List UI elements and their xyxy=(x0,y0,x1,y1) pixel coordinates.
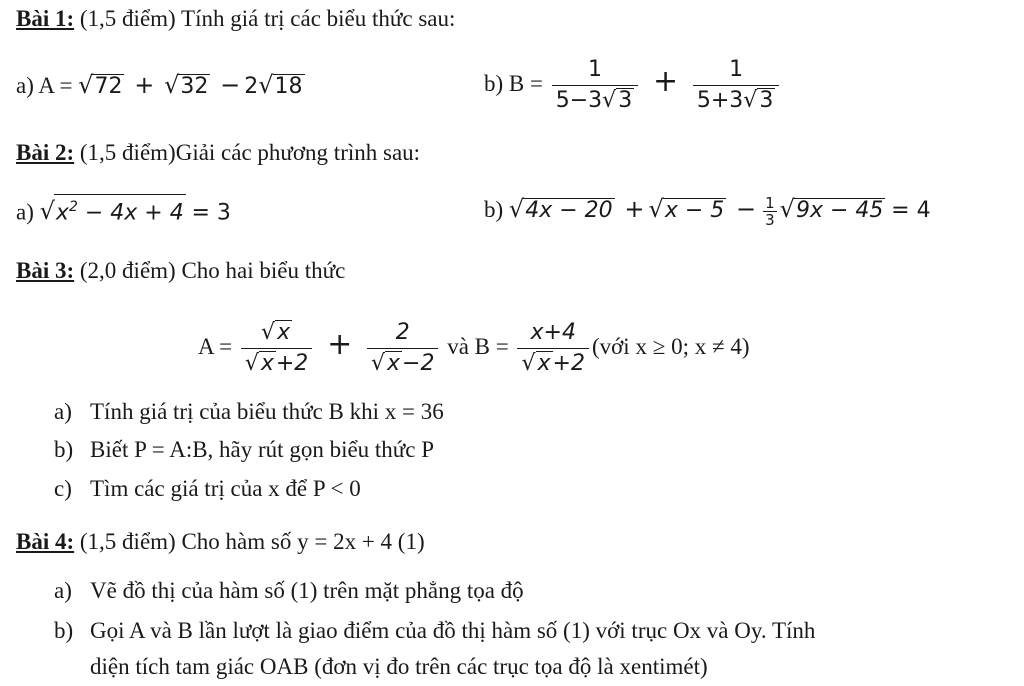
sqrt-icon: √ xyxy=(370,351,385,377)
bai1-b-label: b) xyxy=(484,71,504,96)
bai2-a-rest: − 4x + 4 xyxy=(77,200,184,226)
bai2-a-x: x xyxy=(55,200,69,226)
item-text: Tìm các giá trị của x để P < 0 xyxy=(90,476,361,501)
item-label: a) xyxy=(54,399,72,424)
list-item xyxy=(54,397,444,427)
item-text: Vẽ đồ thị của hàm số (1) trên mặt phẳng tọa độ xyxy=(90,578,524,603)
bai1-heading xyxy=(16,4,455,34)
plus-sign: + xyxy=(624,195,645,223)
bai3-A-frac1 xyxy=(241,320,313,377)
bai2-heading xyxy=(16,138,420,168)
plus-sign: + xyxy=(134,71,155,99)
sqrt-icon: √ xyxy=(164,71,180,99)
bai1-a-term3: 18 xyxy=(274,74,303,99)
sqrt-icon: √ xyxy=(39,197,55,226)
bai3-formula xyxy=(198,312,750,380)
list-item xyxy=(54,474,361,504)
bai4-points: (1,5 điểm) xyxy=(79,529,176,554)
bai2-b-frac xyxy=(763,195,777,228)
bai1-b-frac1 xyxy=(552,57,638,114)
plus-sign: + xyxy=(652,64,679,99)
bai3-A-var: A = xyxy=(198,334,233,359)
bai2-b-rhs: = 4 xyxy=(891,198,931,223)
bai1-a-var: A = xyxy=(38,73,73,98)
bai3-B-num: x+4 xyxy=(530,320,576,346)
bai1-part-b xyxy=(484,52,782,114)
sqrt-icon: √ xyxy=(244,351,259,377)
bai3-A-den1-rad: x xyxy=(260,351,274,377)
bai3-A-den2-rest: −2 xyxy=(402,351,435,377)
bai1-b-frac2 xyxy=(693,57,779,114)
bai3-points: (2,0 điểm) xyxy=(79,258,176,283)
bai1-a-coef: 2 xyxy=(244,74,259,99)
bai2-b-label: b) xyxy=(484,197,504,222)
bai1-b-den1: 5−3 xyxy=(555,88,603,114)
list-item xyxy=(54,435,434,465)
bai2-b-term2: x − 5 xyxy=(664,198,725,223)
bai2-a-rhs: = 3 xyxy=(191,200,231,226)
sqrt-icon: √ xyxy=(521,351,536,377)
bai4-title: Bài 4: xyxy=(16,529,75,554)
sqrt-icon: √ xyxy=(261,320,276,346)
item-label: c) xyxy=(54,476,72,501)
bai2-a-label: a) xyxy=(16,199,34,225)
bai3-B-den-rad: x xyxy=(537,351,551,377)
sqrt-icon: √ xyxy=(602,88,617,114)
bai4-heading xyxy=(16,527,425,557)
bai2-points: (1,5 điểm) xyxy=(79,140,176,165)
bai2-title: Bài 2: xyxy=(16,140,75,165)
bai2-part-b xyxy=(484,194,931,228)
sqrt-icon: √ xyxy=(258,71,274,99)
item-text: diện tích tam giác OAB (đơn vị đo trên các trục tọa độ là xentimét) xyxy=(90,654,708,679)
bai2-b-term3: 9x − 45 xyxy=(795,198,884,223)
bai3-and: và B = xyxy=(447,334,509,359)
item-text: Tính giá trị của biểu thức B khi x = 36 xyxy=(90,399,444,424)
bai2-text: Giải các phương trình sau: xyxy=(175,140,421,165)
bai2-b-term1: 4x − 20 xyxy=(525,198,613,223)
sqrt-icon: √ xyxy=(779,195,795,223)
bai2-part-a xyxy=(16,194,231,228)
item-text: Biết P = A:B, hãy rút gọn biểu thức P xyxy=(90,437,435,462)
plus-sign: + xyxy=(327,327,353,362)
bai1-b-den2: 5+3 xyxy=(696,88,744,114)
bai1-title: Bài 1: xyxy=(16,6,75,31)
bai1-b-rad1: 3 xyxy=(618,88,633,114)
minus-sign: − xyxy=(220,71,241,99)
sqrt-icon: √ xyxy=(508,195,525,223)
bai3-A-num1: x xyxy=(277,320,291,346)
bai1-b-num2: 1 xyxy=(729,57,744,83)
list-item xyxy=(54,616,815,646)
bai1-a-label: a) xyxy=(16,73,34,98)
bai1-b-num1: 1 xyxy=(587,57,602,83)
item-label: b) xyxy=(54,437,74,462)
bai3-title: Bài 3: xyxy=(16,258,75,283)
bai3-heading xyxy=(16,256,345,286)
bai1-a-term2: 32 xyxy=(180,74,209,99)
bai3-A-den2-rad: x xyxy=(386,351,401,377)
bai2-b-fnum: 1 xyxy=(765,194,775,213)
bai1-a-term1: 72 xyxy=(94,74,123,99)
item-text: Gọi A và B lần lượt là giao điểm của đồ thị hàm số (1) với trục Ox và Oy. Tính xyxy=(90,618,816,643)
bai1-b-rad2: 3 xyxy=(759,88,774,114)
item-label: a) xyxy=(54,578,72,603)
bai4-text: Cho hàm số y = 2x + 4 (1) xyxy=(181,529,425,554)
bai3-A-num2: 2 xyxy=(395,320,410,346)
sqrt-icon: √ xyxy=(743,88,758,114)
bai3-B-den-rest: +2 xyxy=(552,351,585,377)
bai1-points: (1,5 điểm) xyxy=(79,6,176,31)
bai3-text: Cho hai biểu thức xyxy=(181,258,346,283)
bai1-b-var: B = xyxy=(508,71,543,96)
bai1-text: Tính giá trị các biểu thức sau: xyxy=(181,6,456,31)
bai3-A-frac2 xyxy=(367,320,439,377)
bai3-A-den1-rest: +2 xyxy=(275,351,309,377)
bai3-B-frac xyxy=(517,320,589,377)
sqrt-icon: √ xyxy=(78,71,94,99)
item-label: b) xyxy=(54,618,74,643)
minus-sign: − xyxy=(736,195,757,223)
bai2-b-fden: 3 xyxy=(765,211,775,230)
list-item-continuation xyxy=(90,652,708,682)
bai1-part-a xyxy=(16,70,305,102)
bai2-a-exp: 2 xyxy=(68,199,78,215)
sqrt-icon: √ xyxy=(648,195,664,223)
list-item xyxy=(54,576,524,606)
bai3-condition: (với x ≥ 0; x ≠ 4) xyxy=(591,334,750,359)
